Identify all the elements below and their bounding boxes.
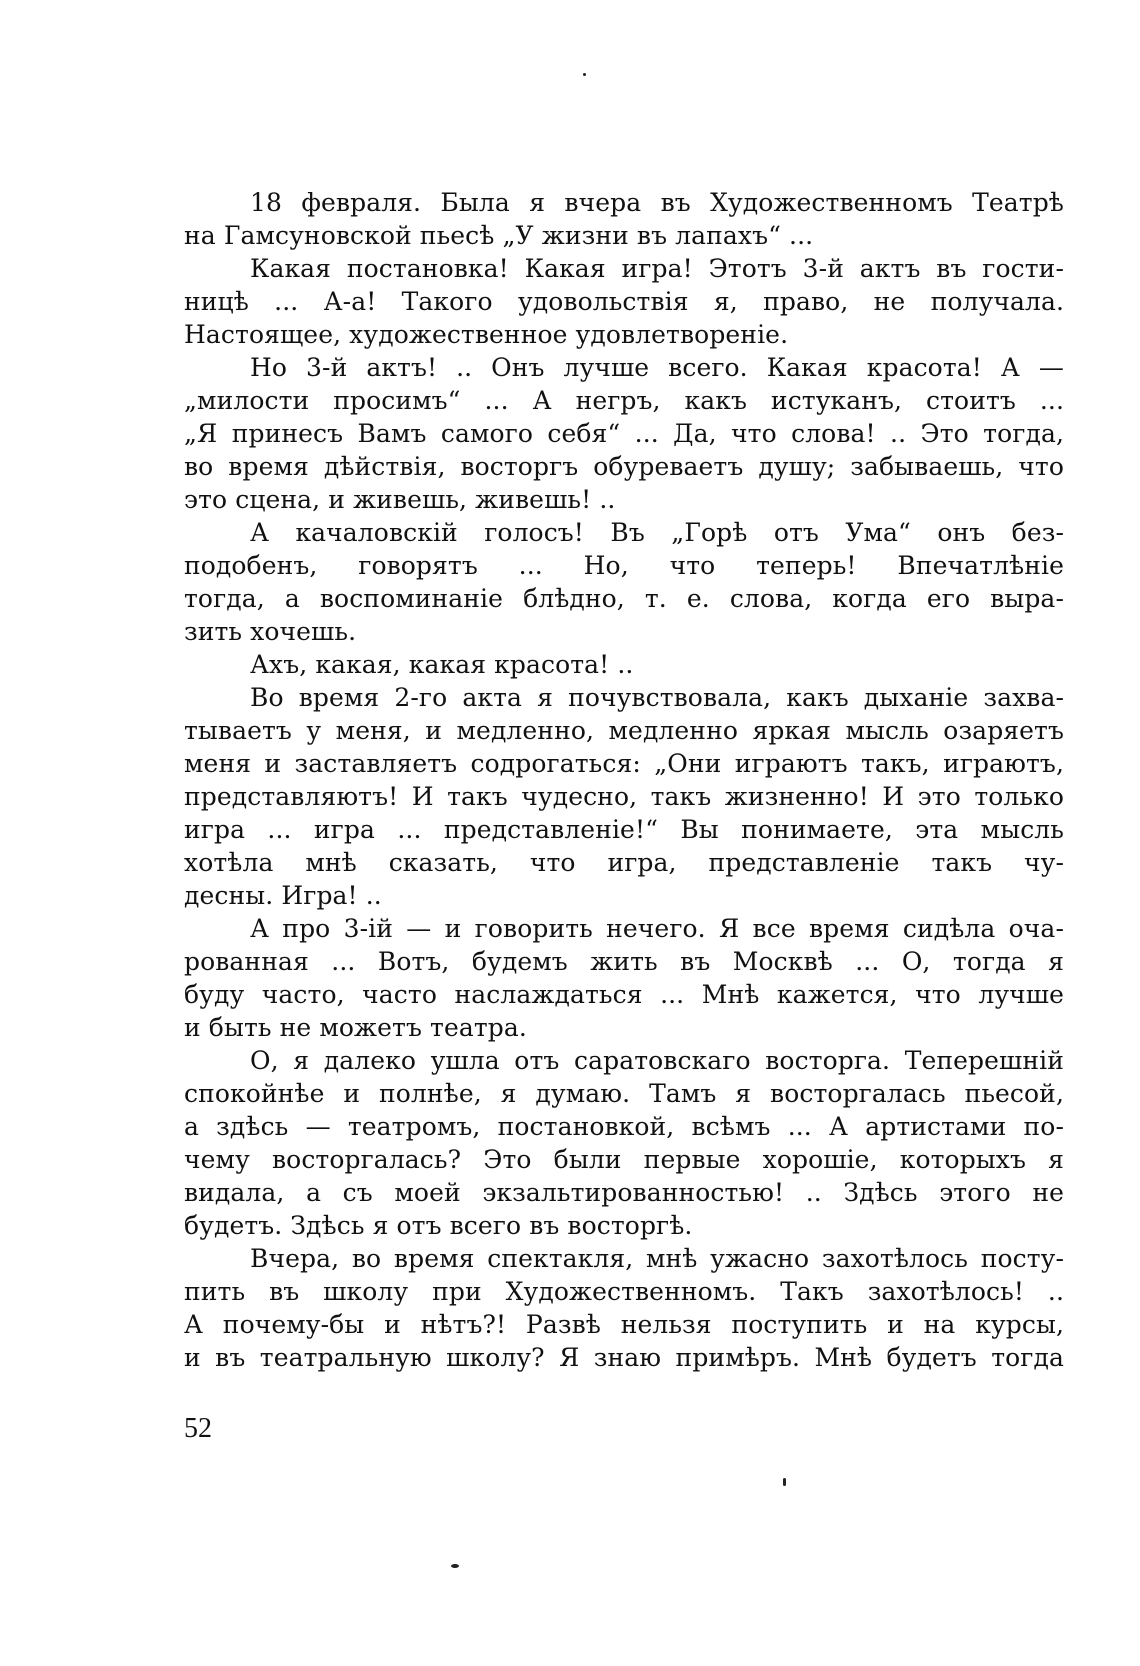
text-line: 18 февраля. Была я вчера въ Художественномъ Театрѣ <box>250 188 1064 217</box>
text-line: А почему-бы и нѣтъ?! Развѣ нельзя поступить и на курсы, <box>184 1310 1064 1339</box>
text-line: Но 3-й актъ! .. Онъ лучше всего. Какая красота! А — <box>250 353 1064 382</box>
text-line: игра ... игра ... представленіе!“ Вы понимаете, эта мысль <box>184 815 1064 844</box>
text-line: во время дѣйствія, восторгъ обуреваетъ душу; забываешь, что <box>184 452 1064 481</box>
text-line: ницѣ ... А-а! Такого удовольствія я, право, не получала. <box>184 287 1064 316</box>
text-line: „милости просимъ“ ... А негръ, какъ истуканъ, стоитъ ... <box>184 386 1064 415</box>
text-line: Вчера, во время спектакля, мнѣ ужасно захотѣлось посту- <box>250 1244 1064 1273</box>
text-line: это сцена, и живешь, живешь! .. <box>184 485 616 514</box>
text-line: чему восторгалась? Это были первые хорошіе, которыхъ я <box>184 1145 1064 1174</box>
text-line: видала, а съ моей экзальтированностью! .. Здѣсь этого не <box>184 1178 1064 1207</box>
text-line: буду часто, часто наслаждаться ... Мнѣ кажется, что лучше <box>184 980 1064 1009</box>
scan-speck <box>451 1564 459 1568</box>
scan-speck <box>583 73 586 76</box>
text-line: и въ театральную школу? Я знаю примѣръ. Мнѣ будетъ тогда <box>184 1343 1064 1372</box>
text-line: А качаловскій голосъ! Въ „Горѣ отъ Ума“ онъ без- <box>250 518 1064 547</box>
text-line: Настоящее, художественное удовлетвореніе. <box>184 320 789 349</box>
text-line: спокойнѣе и полнѣе, я думаю. Тамъ я восторгалась пьесой, <box>184 1079 1064 1108</box>
text-line: меня и заставляетъ содрогаться: „Они играютъ такъ, играютъ, <box>184 749 1064 778</box>
text-line: и быть не можетъ театра. <box>184 1013 527 1042</box>
scan-speck <box>783 1478 786 1486</box>
page-number: 52 <box>184 1413 212 1444</box>
text-line: рованная ... Вотъ, будемъ жить въ Москвѣ ... О, тогда я <box>184 947 1064 976</box>
text-line: будетъ. Здѣсь я отъ всего въ восторгѣ. <box>184 1211 693 1240</box>
text-line: хотѣла мнѣ сказать, что игра, представленіе такъ чу- <box>184 848 1064 877</box>
text-line: А про 3-ій — и говорить нечего. Я все время сидѣла оча- <box>250 914 1064 943</box>
text-line: подобенъ, говорятъ ... Но, что теперь! Впечатлѣніе <box>184 551 1064 580</box>
text-line: тываетъ у меня, и медленно, медленно яркая мысль озаряетъ <box>184 716 1064 745</box>
text-line: тогда, а воспоминаніе блѣдно, т. е. слова, когда его выра- <box>184 584 1064 613</box>
text-line: пить въ школу при Художественномъ. Такъ захотѣлось! .. <box>184 1277 1064 1306</box>
text-line: а здѣсь — театромъ, постановкой, всѣмъ ... А артистами по- <box>184 1112 1064 1141</box>
text-line: Какая постановка! Какая игра! Этотъ 3-й актъ въ гости- <box>250 254 1064 283</box>
diary-text <box>184 186 1064 1374</box>
text-line: „Я принесъ Вамъ самого себя“ ... Да, что слова! .. Это тогда, <box>184 419 1064 448</box>
text-line: представляютъ! И такъ чудесно, такъ жизненно! И это только <box>184 782 1064 811</box>
text-line: на Гамсуновской пьесѣ „У жизни въ лапахъ“ ... <box>184 221 814 250</box>
text-line: О, я далеко ушла отъ саратовскаго восторга. Теперешній <box>250 1046 1064 1075</box>
text-line: зить хочешь. <box>184 617 357 646</box>
text-line: десны. Игра! .. <box>184 881 382 910</box>
text-line: Ахъ, какая, какая красота! .. <box>250 650 634 679</box>
text-line: Во время 2-го акта я почувствовала, какъ дыханіе захва- <box>250 683 1064 712</box>
